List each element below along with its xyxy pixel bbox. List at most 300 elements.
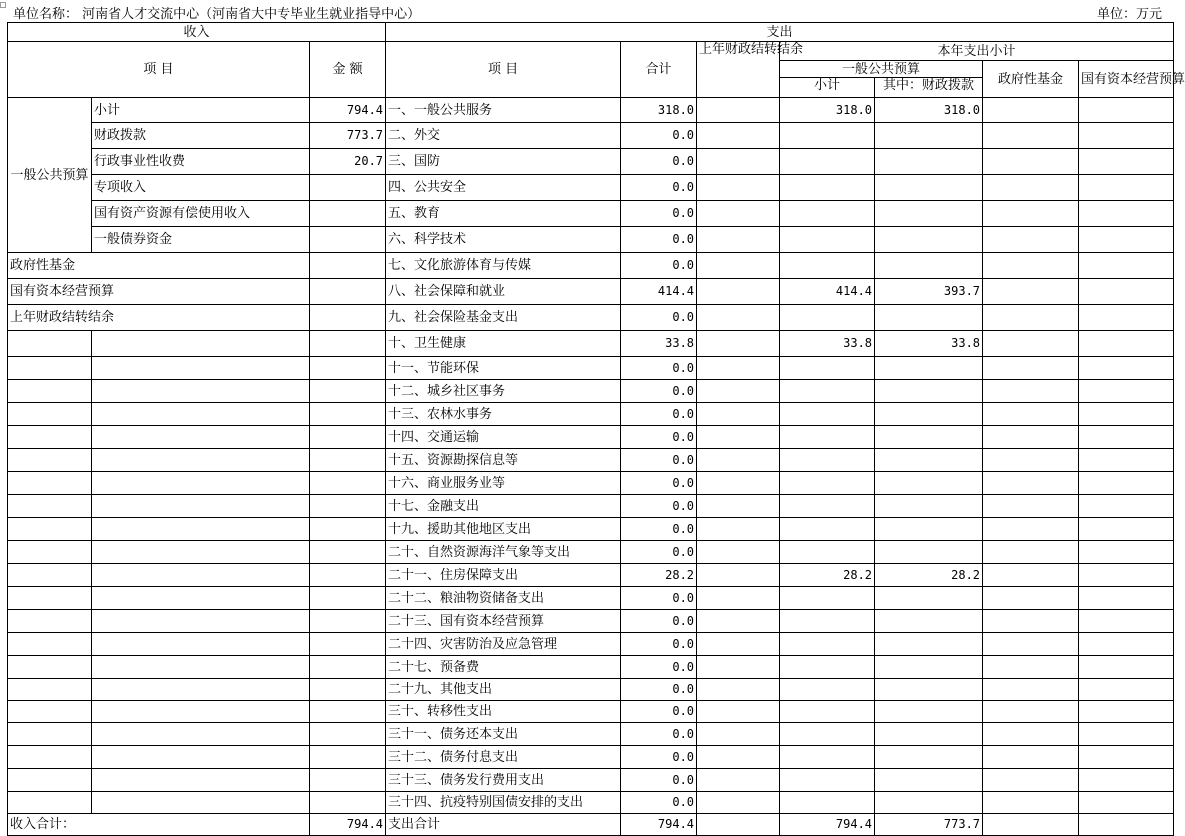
state-capital-cell: [1079, 495, 1174, 518]
fiscal-allocation: 393.7: [875, 279, 983, 305]
expense-item: 一、一般公共服务: [386, 98, 621, 123]
empty-cell: [8, 701, 92, 723]
empty-cell: [310, 679, 386, 701]
general-subtotal: [780, 201, 875, 227]
carryover-cell: [697, 201, 780, 227]
expense-total: 0.0: [621, 633, 697, 656]
fiscal-allocation: [875, 357, 983, 380]
expense-total: 0.0: [621, 587, 697, 610]
expense-total: 0.0: [621, 426, 697, 449]
empty-cell: [8, 495, 92, 518]
state-capital-cell: [1079, 541, 1174, 564]
table-row: [8, 564, 1174, 587]
gov-fund-cell: [983, 746, 1079, 769]
empty-cell: [92, 426, 310, 449]
fiscal-allocation: [875, 518, 983, 541]
state-capital-cell: [1079, 769, 1174, 792]
fiscal-allocation: 33.8: [875, 331, 983, 357]
expense-total: 0.0: [621, 723, 697, 746]
state-capital-cell: [1079, 792, 1174, 814]
carryover-cell: [697, 472, 780, 495]
expense-total: 28.2: [621, 564, 697, 587]
fiscal-allocation-total: 773.7: [875, 814, 983, 836]
state-capital-cell: [1079, 149, 1174, 175]
expense-item: 二十三、国有资本经营预算: [386, 610, 621, 633]
expense-item: 三、国防: [386, 149, 621, 175]
empty-cell: [8, 331, 92, 357]
table-row: [8, 123, 1174, 149]
expense-total: 0.0: [621, 449, 697, 472]
table-row: [8, 331, 1174, 357]
expense-item: 十六、商业服务业等: [386, 472, 621, 495]
state-capital-cell: [1079, 656, 1174, 679]
carryover-cell: [697, 495, 780, 518]
income-sub-item: 行政事业性收费: [92, 149, 310, 175]
general-subtotal: [780, 357, 875, 380]
general-subtotal: [780, 426, 875, 449]
income-main-item: 政府性基金: [8, 253, 310, 279]
empty-cell: [92, 679, 310, 701]
empty-cell: [310, 610, 386, 633]
income-sub-item: 一般债券资金: [92, 227, 310, 253]
total-row: [8, 814, 1174, 836]
empty-cell: [8, 610, 92, 633]
state-capital-cell: [1079, 449, 1174, 472]
table-row: [8, 380, 1174, 403]
empty-cell: [310, 587, 386, 610]
general-subtotal: [780, 227, 875, 253]
gov-fund-cell: [983, 380, 1079, 403]
gov-fund-cell: [983, 679, 1079, 701]
gov-fund-cell: [983, 472, 1079, 495]
income-amount: [310, 201, 386, 227]
expense-total: 0.0: [621, 518, 697, 541]
state-capital-cell: [1079, 201, 1174, 227]
fiscal-allocation: 318.0: [875, 98, 983, 123]
col-gov-fund: 政府性基金: [983, 61, 1079, 98]
carryover-cell: [697, 175, 780, 201]
fiscal-allocation: [875, 679, 983, 701]
income-sub-item: 专项收入: [92, 175, 310, 201]
general-subtotal: [780, 610, 875, 633]
col-amount: 金 额: [310, 42, 386, 98]
carryover-cell: [697, 564, 780, 587]
empty-cell: [310, 380, 386, 403]
col-carryover: 上年财政结转结余: [697, 42, 780, 98]
carryover-cell: [697, 587, 780, 610]
empty-cell: [8, 792, 92, 814]
expense-total: 0.0: [621, 380, 697, 403]
empty-cell: [310, 564, 386, 587]
carryover-cell: [697, 518, 780, 541]
expense-total: 0.0: [621, 305, 697, 331]
budget-table: [7, 22, 1185, 836]
expense-grand-total: 794.4: [621, 814, 697, 836]
table-row: [8, 175, 1174, 201]
empty-cell: [92, 701, 310, 723]
income-amount: [310, 305, 386, 331]
state-capital-cell: [1079, 564, 1174, 587]
carryover-cell: [697, 723, 780, 746]
state-capital-cell: [1079, 814, 1174, 836]
carryover-cell: [697, 426, 780, 449]
general-subtotal: [780, 123, 875, 149]
table-row: [8, 656, 1174, 679]
state-capital-cell: [1079, 518, 1174, 541]
empty-cell: [310, 701, 386, 723]
carryover-cell: [697, 449, 780, 472]
expense-item: 三十四、抗疫特别国债安排的支出: [386, 792, 621, 814]
state-capital-cell: [1079, 253, 1174, 279]
carryover-cell: [697, 305, 780, 331]
general-subtotal: 33.8: [780, 331, 875, 357]
gov-fund-cell: [983, 633, 1079, 656]
empty-cell: [8, 380, 92, 403]
gov-fund-cell: [983, 149, 1079, 175]
carryover-cell: [697, 746, 780, 769]
empty-cell: [8, 541, 92, 564]
empty-cell: [92, 403, 310, 426]
income-amount: [310, 227, 386, 253]
gov-fund-cell: [983, 305, 1079, 331]
empty-cell: [92, 746, 310, 769]
expense-total: 0.0: [621, 701, 697, 723]
expense-item: 十三、农林水事务: [386, 403, 621, 426]
expense-item: 二十四、灾害防治及应急管理: [386, 633, 621, 656]
general-subtotal: [780, 792, 875, 814]
gov-fund-cell: [983, 723, 1079, 746]
header-row-2: [8, 42, 1174, 61]
gov-fund-cell: [983, 227, 1079, 253]
carryover-cell: [697, 541, 780, 564]
header-row-1: [8, 23, 1174, 42]
expense-item: 十七、金融支出: [386, 495, 621, 518]
empty-cell: [8, 564, 92, 587]
general-subtotal: [780, 723, 875, 746]
empty-cell: [8, 633, 92, 656]
carryover-cell: [697, 814, 780, 836]
fiscal-allocation: [875, 792, 983, 814]
expense-item: 八、社会保障和就业: [386, 279, 621, 305]
unit-name-label: 单位名称：: [13, 7, 79, 22]
general-subtotal: [780, 656, 875, 679]
gov-fund-cell: [983, 814, 1079, 836]
income-main-item: 上年财政结转结余: [8, 305, 310, 331]
table-row: [8, 495, 1174, 518]
general-subtotal: [780, 403, 875, 426]
table-row: [8, 679, 1174, 701]
state-capital-cell: [1079, 723, 1174, 746]
income-total-label: 收入合计：: [8, 814, 310, 836]
col-total: 合计: [621, 42, 697, 98]
carryover-cell: [697, 123, 780, 149]
general-subtotal: [780, 769, 875, 792]
table-row: [8, 403, 1174, 426]
income-amount: [310, 175, 386, 201]
income-sub-item: 小计: [92, 98, 310, 123]
expense-total: 0.0: [621, 201, 697, 227]
gov-fund-cell: [983, 123, 1079, 149]
fiscal-allocation: [875, 633, 983, 656]
fiscal-allocation: [875, 723, 983, 746]
empty-cell: [92, 331, 310, 357]
general-subtotal: [780, 472, 875, 495]
fiscal-allocation: [875, 403, 983, 426]
unit-name-value: 河南省人才交流中心（河南省大中专毕业生就业指导中心）: [82, 7, 421, 22]
income-amount: 794.4: [310, 98, 386, 123]
empty-cell: [310, 518, 386, 541]
income-group-general: 一般公共预算: [8, 98, 92, 253]
general-subtotal: [780, 746, 875, 769]
state-capital-cell: [1079, 331, 1174, 357]
gov-fund-cell: [983, 564, 1079, 587]
table-row: [8, 792, 1174, 814]
table-row: [8, 472, 1174, 495]
fiscal-allocation: [875, 253, 983, 279]
general-subtotal: 318.0: [780, 98, 875, 123]
expense-total: 0.0: [621, 175, 697, 201]
col-state-capital: 国有资本经营预算: [1079, 61, 1174, 98]
general-subtotal: [780, 305, 875, 331]
gov-fund-cell: [983, 331, 1079, 357]
carryover-cell: [697, 253, 780, 279]
carryover-cell: [697, 98, 780, 123]
cell-corner-marker: [0, 2, 6, 8]
table-row: [8, 98, 1174, 123]
empty-cell: [8, 472, 92, 495]
empty-cell: [92, 610, 310, 633]
expense-total: 0.0: [621, 123, 697, 149]
table-row: [8, 633, 1174, 656]
col-current-subtotal: 本年支出小计: [780, 42, 1174, 61]
gov-fund-cell: [983, 656, 1079, 679]
col-subtotal: 小计: [780, 78, 875, 98]
expense-item: 三十二、债务付息支出: [386, 746, 621, 769]
expense-total: 0.0: [621, 769, 697, 792]
table-row: [8, 357, 1174, 380]
expense-item: 十四、交通运输: [386, 426, 621, 449]
empty-cell: [92, 472, 310, 495]
gov-fund-cell: [983, 495, 1079, 518]
carryover-cell: [697, 149, 780, 175]
empty-cell: [92, 357, 310, 380]
expense-item: 十二、城乡社区事务: [386, 380, 621, 403]
expense-item: 十、卫生健康: [386, 331, 621, 357]
table-row: [8, 426, 1174, 449]
empty-cell: [8, 587, 92, 610]
carryover-cell: [697, 380, 780, 403]
carryover-cell: [697, 701, 780, 723]
expense-total: 0.0: [621, 541, 697, 564]
state-capital-cell: [1079, 633, 1174, 656]
gov-fund-cell: [983, 769, 1079, 792]
empty-cell: [310, 449, 386, 472]
table-row: [8, 769, 1174, 792]
expense-total: 0.0: [621, 656, 697, 679]
empty-cell: [310, 472, 386, 495]
expense-item: 二十一、住房保障支出: [386, 564, 621, 587]
fiscal-allocation: [875, 656, 983, 679]
carryover-cell: [697, 403, 780, 426]
general-subtotal: [780, 587, 875, 610]
empty-cell: [92, 541, 310, 564]
state-capital-cell: [1079, 380, 1174, 403]
carryover-cell: [697, 331, 780, 357]
gov-fund-cell: [983, 253, 1079, 279]
gov-fund-cell: [983, 610, 1079, 633]
table-row: [8, 201, 1174, 227]
expense-total: 33.8: [621, 331, 697, 357]
expense-total: 0.0: [621, 357, 697, 380]
fiscal-allocation: [875, 201, 983, 227]
state-capital-cell: [1079, 123, 1174, 149]
income-amount: 20.7: [310, 149, 386, 175]
expense-item: 二十、自然资源海洋气象等支出: [386, 541, 621, 564]
carryover-cell: [697, 792, 780, 814]
expense-item: 四、公共安全: [386, 175, 621, 201]
general-subtotal: 414.4: [780, 279, 875, 305]
state-capital-cell: [1079, 679, 1174, 701]
table-row: [8, 253, 1174, 279]
expense-total: 0.0: [621, 679, 697, 701]
carryover-cell: [697, 633, 780, 656]
gov-fund-cell: [983, 201, 1079, 227]
general-subtotal: [780, 701, 875, 723]
expense-total: 0.0: [621, 472, 697, 495]
general-subtotal: [780, 541, 875, 564]
general-subtotal-total: 794.4: [780, 814, 875, 836]
expense-item: 三十、转移性支出: [386, 701, 621, 723]
empty-cell: [92, 633, 310, 656]
carryover-cell: [697, 769, 780, 792]
fiscal-allocation: [875, 746, 983, 769]
expense-item: 二、外交: [386, 123, 621, 149]
gov-fund-cell: [983, 175, 1079, 201]
state-capital-cell: [1079, 610, 1174, 633]
empty-cell: [310, 541, 386, 564]
fiscal-allocation: [875, 426, 983, 449]
empty-cell: [8, 723, 92, 746]
unit-label: 单位：万元: [1096, 7, 1162, 22]
state-capital-cell: [1079, 175, 1174, 201]
expense-item: 七、文化旅游体育与传媒: [386, 253, 621, 279]
state-capital-cell: [1079, 305, 1174, 331]
col-item: 项 目: [8, 42, 310, 98]
empty-cell: [310, 792, 386, 814]
expense-item: 二十二、粮油物资储备支出: [386, 587, 621, 610]
empty-cell: [92, 380, 310, 403]
carryover-cell: [697, 227, 780, 253]
general-subtotal: [780, 149, 875, 175]
table-row: [8, 227, 1174, 253]
expense-total: 318.0: [621, 98, 697, 123]
expense-total: 0.0: [621, 403, 697, 426]
empty-cell: [310, 723, 386, 746]
empty-cell: [8, 679, 92, 701]
table-row: [8, 587, 1174, 610]
empty-cell: [92, 518, 310, 541]
empty-cell: [310, 746, 386, 769]
gov-fund-cell: [983, 449, 1079, 472]
general-subtotal: [780, 175, 875, 201]
carryover-cell: [697, 279, 780, 305]
empty-cell: [8, 357, 92, 380]
expense-item: 十一、节能环保: [386, 357, 621, 380]
state-capital-cell: [1079, 357, 1174, 380]
income-main-item: 国有资本经营预算: [8, 279, 310, 305]
table-row: [8, 746, 1174, 769]
general-subtotal: [780, 518, 875, 541]
expense-item: 五、教育: [386, 201, 621, 227]
fiscal-allocation: [875, 175, 983, 201]
empty-cell: [92, 587, 310, 610]
empty-cell: [92, 792, 310, 814]
table-row: [8, 305, 1174, 331]
state-capital-cell: [1079, 279, 1174, 305]
empty-cell: [310, 403, 386, 426]
empty-cell: [92, 656, 310, 679]
fiscal-allocation: [875, 149, 983, 175]
income-amount: [310, 279, 386, 305]
fiscal-allocation: [875, 449, 983, 472]
carryover-cell: [697, 656, 780, 679]
fiscal-allocation: [875, 769, 983, 792]
expense-item: 六、科学技术: [386, 227, 621, 253]
empty-cell: [310, 426, 386, 449]
income-amount: 773.7: [310, 123, 386, 149]
expense-total: 0.0: [621, 792, 697, 814]
expense-total: 0.0: [621, 610, 697, 633]
expense-item: 三十一、债务还本支出: [386, 723, 621, 746]
table-row: [8, 541, 1174, 564]
state-capital-cell: [1079, 426, 1174, 449]
fiscal-allocation: [875, 123, 983, 149]
empty-cell: [92, 449, 310, 472]
state-capital-cell: [1079, 701, 1174, 723]
state-capital-cell: [1079, 472, 1174, 495]
gov-fund-cell: [983, 541, 1079, 564]
empty-cell: [8, 403, 92, 426]
general-subtotal: [780, 495, 875, 518]
income-sub-item: 财政拨款: [92, 123, 310, 149]
fiscal-allocation: [875, 701, 983, 723]
fiscal-allocation: [875, 495, 983, 518]
empty-cell: [92, 769, 310, 792]
table-row: [8, 610, 1174, 633]
income-sub-item: 国有资产资源有偿使用收入: [92, 201, 310, 227]
unit-name: [13, 3, 420, 22]
empty-cell: [8, 769, 92, 792]
fiscal-allocation: [875, 472, 983, 495]
income-header: 收入: [8, 23, 386, 42]
expense-item: 二十七、预备费: [386, 656, 621, 679]
expense-item: 九、社会保险基金支出: [386, 305, 621, 331]
fiscal-allocation: [875, 587, 983, 610]
empty-cell: [310, 656, 386, 679]
expense-item: 三十三、债务发行费用支出: [386, 769, 621, 792]
state-capital-cell: [1079, 746, 1174, 769]
empty-cell: [310, 769, 386, 792]
gov-fund-cell: [983, 98, 1079, 123]
general-subtotal: [780, 679, 875, 701]
table-row: [8, 518, 1174, 541]
expense-total: 0.0: [621, 149, 697, 175]
col-fiscal-alloc: 其中：财政拨款: [875, 78, 983, 98]
gov-fund-cell: [983, 279, 1079, 305]
gov-fund-cell: [983, 792, 1079, 814]
table-row: [8, 449, 1174, 472]
general-subtotal: [780, 633, 875, 656]
